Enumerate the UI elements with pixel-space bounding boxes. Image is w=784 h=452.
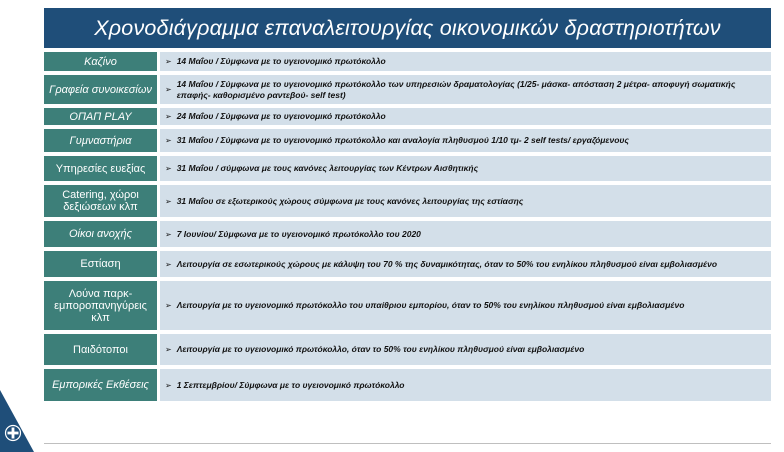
page-title: Χρονοδιάγραμμα επαναλειτουργίας οικονομικών δραστηριοτήτων <box>44 8 771 48</box>
description-text: 1 Σεπτεμβρίου/ Σύμφωνα με το υγειονομικό πρωτόκολλο <box>176 379 405 390</box>
footer-divider <box>44 443 771 444</box>
description-cell <box>160 369 771 401</box>
table-row <box>44 52 771 71</box>
table-row <box>44 185 771 217</box>
category-cell: Εμπορικές Εκθέσεις <box>44 369 157 401</box>
category-cell: Γυμναστήρια <box>44 129 157 152</box>
description-text: Λειτουργία με το υγειονομικό πρωτόκολλο του υπαίθριου εμπορίου, όταν το 50% του ενηλίκου πληθυσμού είναι εμβολιασμένο <box>176 300 685 310</box>
description-cell <box>160 156 771 181</box>
table-row <box>44 156 771 181</box>
category-cell: Καζίνο <box>44 52 157 71</box>
category-cell: Λούνα παρκ- εμποροπανηγύρεις κλπ <box>44 281 157 330</box>
category-cell: ΟΠΑΠ PLAY <box>44 108 157 125</box>
table-row <box>44 108 771 125</box>
description-cell <box>160 334 771 365</box>
corner-decoration <box>0 390 34 452</box>
schedule-table <box>44 52 771 405</box>
description-text: 7 Ιουνίου/ Σύμφωνα με το υγειονομικό πρωτόκολλο του 2020 <box>176 228 421 239</box>
table-row <box>44 281 771 330</box>
description-cell <box>160 251 771 277</box>
description-cell <box>160 108 771 125</box>
arrow-bullet-icon: ➢ <box>165 136 172 145</box>
description-cell <box>160 185 771 217</box>
arrow-bullet-icon: ➢ <box>165 259 172 269</box>
category-cell: Εστίαση <box>44 251 157 277</box>
table-row <box>44 251 771 277</box>
table-row <box>44 334 771 365</box>
arrow-bullet-icon: ➢ <box>165 112 172 121</box>
description-text: Λειτουργία με το υγειονομικό πρωτόκολλο, όταν το 50% του ενηλίκου πληθυσμού είναι εμβολιασμένο <box>176 344 585 354</box>
description-text: Λειτουργία σε εσωτερικούς χώρους με κάλυψη του 70 % της δυναμικότητας, όταν το 50% του ενηλίκου πληθυσμού είναι εμβολιασμένο <box>176 258 718 269</box>
category-cell: Catering, χώροι δεξιώσεων κλπ <box>44 185 157 217</box>
arrow-bullet-icon: ➢ <box>165 196 172 206</box>
description-cell <box>160 129 771 152</box>
arrow-bullet-icon: ➢ <box>165 164 172 173</box>
arrow-bullet-icon: ➢ <box>165 85 172 94</box>
table-row <box>44 221 771 247</box>
table-row <box>44 129 771 152</box>
table-row <box>44 369 771 401</box>
arrow-bullet-icon: ➢ <box>165 57 172 66</box>
description-cell <box>160 221 771 247</box>
arrow-bullet-icon: ➢ <box>165 380 172 390</box>
category-cell: Παιδότοποι <box>44 334 157 365</box>
description-text: 31 Μαΐου / σύμφωνα με τους κανόνες λειτουργίας των Κέντρων Αισθητικής <box>176 163 479 173</box>
description-text: 14 Μαΐου / Σύμφωνα με το υγειονομικό πρωτόκολλο των υπηρεσιών δραματολογίας (1/25- μάσκα- απόσταση 2 μέτρα- αποφυγή σωματικής επαφής- καθορισμένο ραντεβού- self test) <box>176 78 736 100</box>
arrow-bullet-icon: ➢ <box>165 301 172 310</box>
description-text: 31 Μαΐου σε εξωτερικούς χώρους σύμφωνα με τους κανόνες λειτουργίας της εστίασης <box>176 195 524 206</box>
description-cell <box>160 281 771 330</box>
arrow-bullet-icon: ➢ <box>165 229 172 239</box>
category-cell: Γραφεία συνοικεσίων <box>44 75 157 104</box>
description-text: 31 Μαΐου / Σύμφωνα με το υγειονομικό πρωτόκολλο και αναλογία πληθυσμού 1/10 τμ- 2 self tests/ εργαζόμενους <box>176 135 629 145</box>
description-text: 14 Μαΐου / Σύμφωνα με το υγειονομικό πρωτόκολλο <box>176 56 386 66</box>
description-cell <box>160 52 771 71</box>
description-cell <box>160 75 771 104</box>
table-row <box>44 75 771 104</box>
description-text: 24 Μαΐου / Σύμφωνα με το υγειονομικό πρωτόκολλο <box>176 111 386 121</box>
greek-emblem-icon <box>4 424 22 442</box>
arrow-bullet-icon: ➢ <box>165 345 172 354</box>
category-cell: Υπηρεσίες ευεξίας <box>44 156 157 181</box>
category-cell: Οίκοι ανοχής <box>44 221 157 247</box>
